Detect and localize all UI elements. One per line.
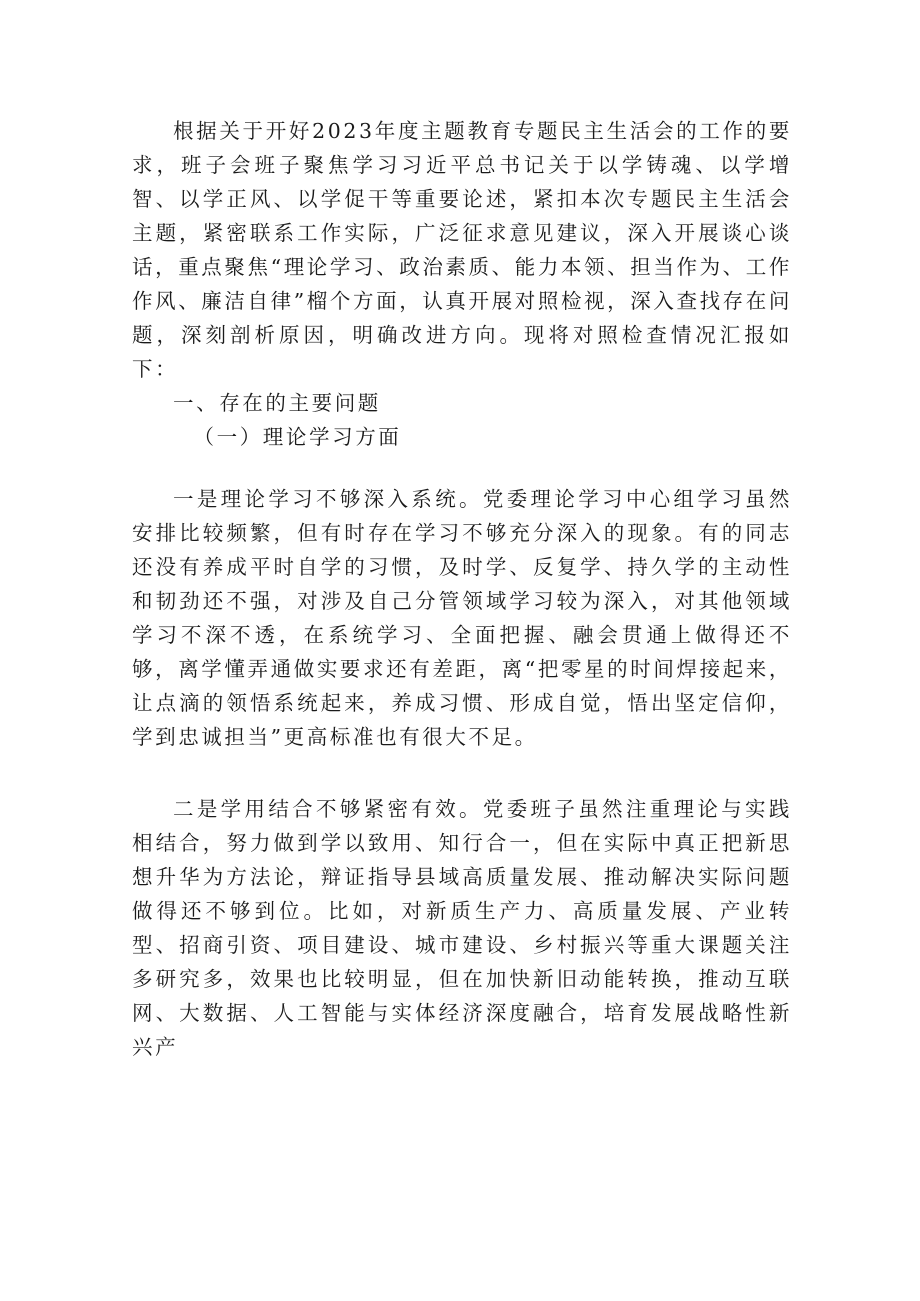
intro-paragraph: 根据关于开好2023年度主题教育专题民主生活会的工作的要求，班子会班子聚焦学习习近平总书记关于以学铸魂、以学增智、以学正风、以学促干等重要论述，紧扣本次专题民主生活会主题，紧密联系工作实际，广泛征求意见建议，深入开展谈心谈话，重点聚焦“理论学习、政治素质、能力本领、担当作为、工作作风、廉洁自律”榴个方面，认真开展对照检视，深入查找存在问题，深刻剖析原因，明确改进方向。现将对照检查情况汇报如下： (132, 119, 792, 381)
section-heading-problems: 一、存在的主要问题 (173, 391, 381, 415)
subsection-heading-theory-study: （一）理论学习方面 (193, 425, 402, 449)
body-paragraph-1: 一是理论学习不够深入系统。党委理论学习中心组学习虽然安排比较频繁，但有时存在学习不够充分深入的现象。有的同志还没有养成平时自学的习惯，及时学、反复学、持久学的主动性和韧劲还不强，对涉及自己分管领域学习较为深入，对其他领域学习不深不透，在系统学习、全面把握、融会贯通上做得还不够，离学懂弄通做实要求还有差距，离“把零星的时间焊接起来，让点滴的领悟系统起来，养成习惯、形成自觉，悟出坚定信仰，学到忠诚担当”更高标准也有很大不足。 (132, 487, 792, 749)
body-paragraph-2: 二是学用结合不够紧密有效。党委班子虽然注重理论与实践相结合，努力做到学以致用、知行合一，但在实际中真正把新思想升华为方法论，辩证指导县域高质量发展、推动解决实际问题做得还不够到位。比如，对新质生产力、高质量发展、产业转型、招商引资、项目建设、城市建设、乡村振兴等重大课题关注多研究多，效果也比较明显，但在加快新旧动能转换，推动互联网、大数据、人工智能与实体经济深度融合，培育发展战略性新兴产 (132, 797, 792, 1059)
document-page (132, 114, 792, 1064)
